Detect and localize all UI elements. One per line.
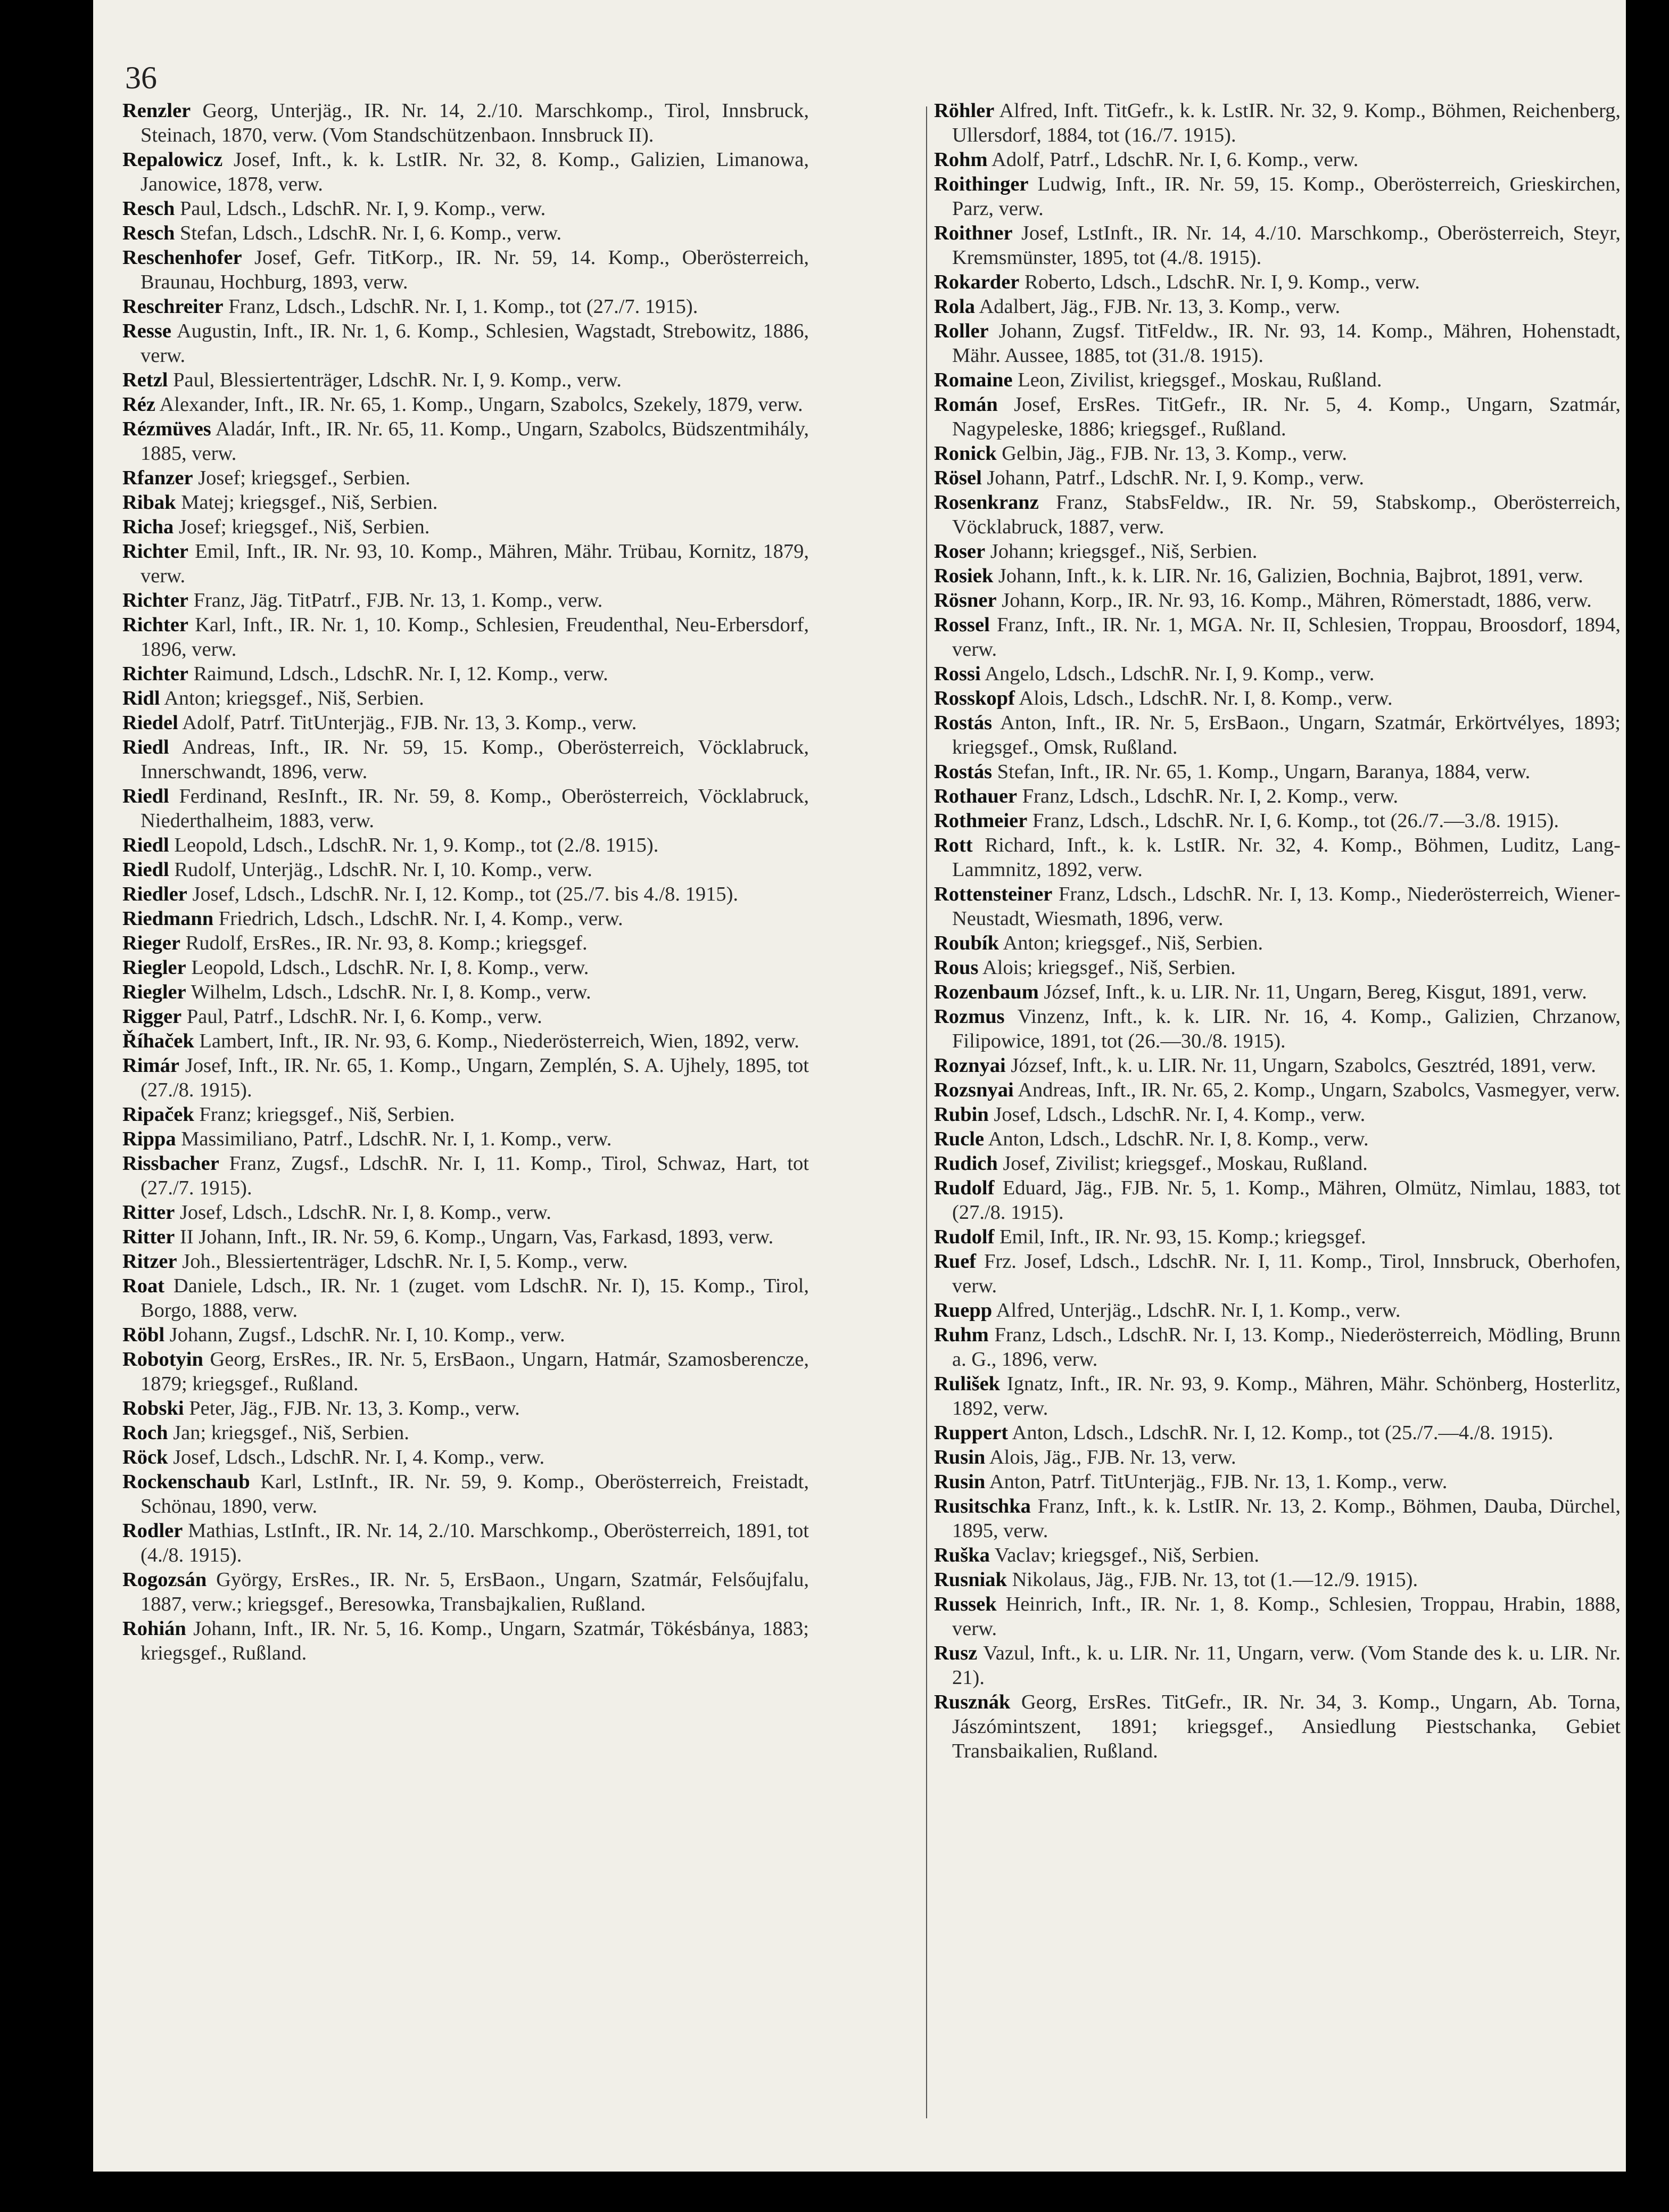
entry-details: Alfred, Inft. TitGefr., k. k. LstIR. Nr. 32, 9. Komp., Böhmen, Reichenberg, Ullersdorf, 1884, tot (16./7. 1915). <box>952 100 1621 146</box>
list-item <box>122 735 809 784</box>
list-item <box>122 588 809 613</box>
list-item <box>122 1053 809 1102</box>
list-item <box>122 1102 809 1127</box>
list-item <box>122 613 809 662</box>
entry-details: Stefan, Ldsch., LdschR. Nr. I, 6. Komp., verw. <box>175 222 562 244</box>
entry-surname: Ruhm <box>934 1324 989 1346</box>
entry-surname: Rösel <box>934 467 982 489</box>
entry-details: Franz, Ldsch., LdschR. Nr. I, 6. Komp., tot (26./7.—3./8. 1915). <box>1027 810 1559 832</box>
entry-surname: Ruška <box>934 1544 990 1566</box>
entry-details: Ferdinand, ResInft., IR. Nr. 59, 8. Komp., Oberösterreich, Vöcklabruck, Niederthalheim, 1883, verw. <box>141 785 809 832</box>
list-item <box>122 784 809 833</box>
entry-details: Josef, Ldsch., LdschR. Nr. I, 12. Komp., tot (25./7. bis 4./8. 1915). <box>187 883 739 905</box>
entry-details: Anton, Patrf. TitUnterjäg., FJB. Nr. 13, 1. Komp., verw. <box>985 1471 1448 1493</box>
entry-details: György, ErsRes., IR. Nr. 5, ErsBaon., Ungarn, Szatmár, Felsőujfalu, 1887, verw.; kriegsgef., Beresowka, Transbajkalien, Rußland. <box>141 1569 809 1615</box>
entry-details: Georg, Unterjäg., IR. Nr. 14, 2./10. Marschkomp., Tirol, Innsbruck, Steinach, 1870, verw. (Vom Standschützenbaon. Innsbruck II). <box>141 100 809 146</box>
entry-surname: Rissbacher <box>122 1152 219 1175</box>
entry-details: Vazul, Inft., k. u. LIR. Nr. 11, Ungarn, verw. (Vom Stande des k. u. LIR. Nr. 21). <box>952 1642 1621 1689</box>
list-item <box>934 1127 1621 1151</box>
entry-details: Emil, Inft., IR. Nr. 93, 15. Komp.; kriegsgef. <box>994 1226 1366 1248</box>
list-item <box>934 1445 1621 1470</box>
list-item <box>934 1690 1621 1763</box>
entry-details: Raimund, Ldsch., LdschR. Nr. I, 12. Komp., verw. <box>188 663 608 685</box>
list-item <box>122 686 809 711</box>
entry-surname: Rossel <box>934 614 990 636</box>
list-item <box>934 98 1621 147</box>
entry-details: Josef, Zivilist; kriegsgef., Moskau, Rußland. <box>997 1152 1368 1175</box>
list-item <box>934 1421 1621 1445</box>
entry-surname: Richter <box>122 589 188 612</box>
entry-surname: Resch <box>122 222 175 244</box>
entry-details: Adolf, Patrf. TitUnterjäg., FJB. Nr. 13, 3. Komp., verw. <box>178 712 637 734</box>
entry-details: Alois; kriegsgef., Niš, Serbien. <box>978 956 1236 979</box>
list-item <box>122 1029 809 1053</box>
right-column <box>934 98 1621 1763</box>
entry-surname: Riegler <box>122 956 186 979</box>
entry-surname: Rosiek <box>934 565 994 587</box>
entry-details: Massimiliano, Patrf., LdschR. Nr. I, 1. Komp., verw. <box>176 1128 612 1150</box>
entry-details: Josef, LstInft., IR. Nr. 14, 4./10. Marschkomp., Oberösterreich, Steyr, Kremsmünster, 1895, tot (4./8. 1915). <box>952 222 1621 269</box>
list-item <box>934 1372 1621 1421</box>
entry-surname: Roithner <box>934 222 1013 244</box>
entry-details: Peter, Jäg., FJB. Nr. 13, 3. Komp., verw. <box>184 1397 520 1419</box>
entry-surname: Romaine <box>934 369 1013 391</box>
list-item <box>934 1641 1621 1690</box>
entry-details: Heinrich, Inft., IR. Nr. 1, 8. Komp., Schlesien, Troppau, Hrabin, 1888, verw. <box>952 1593 1621 1640</box>
list-item <box>934 613 1621 662</box>
list-item <box>934 1298 1621 1323</box>
list-item <box>122 711 809 735</box>
entry-surname: Rostás <box>934 712 993 734</box>
column-divider <box>926 106 927 2118</box>
entry-surname: Robotyin <box>122 1348 203 1371</box>
entry-surname: Ruepp <box>934 1299 993 1322</box>
entry-details: Rudolf, ErsRes., IR. Nr. 93, 8. Komp.; kriegsgef. <box>180 932 588 954</box>
entry-details: Richard, Inft., k. k. LstIR. Nr. 32, 4. Komp., Böhmen, Luditz, Lang-Lammnitz, 1892, verw. <box>952 834 1621 881</box>
entry-details: Ignatz, Inft., IR. Nr. 93, 9. Komp., Mähren, Mähr. Schönberg, Hosterlitz, 1892, verw. <box>952 1373 1621 1419</box>
entry-surname: Rubin <box>934 1103 989 1126</box>
entry-details: Franz, Ldsch., LdschR. Nr. I, 2. Komp., verw. <box>1017 785 1399 807</box>
entry-details: Anton; kriegsgef., Niš, Serbien. <box>999 932 1263 954</box>
entry-surname: Rosskopf <box>934 687 1015 709</box>
list-item <box>934 686 1621 711</box>
entry-surname: Röhler <box>934 100 995 122</box>
list-item <box>122 1200 809 1225</box>
entry-surname: Repalowicz <box>122 148 223 171</box>
entry-surname: Renzler <box>122 100 191 122</box>
list-item <box>934 833 1621 882</box>
entry-surname: Robski <box>122 1397 184 1419</box>
list-item <box>122 1616 809 1665</box>
page-number: 36 <box>125 60 157 95</box>
entry-details: Angelo, Ldsch., LdschR. Nr. I, 9. Komp., verw. <box>980 663 1375 685</box>
entry-details: Josef; kriegsgef., Serbien. <box>193 467 410 489</box>
list-item <box>122 196 809 221</box>
entry-surname: Rusznák <box>934 1691 1011 1713</box>
list-item <box>934 711 1621 760</box>
entry-details: Frz. Josef, Ldsch., LdschR. Nr. I, 11. Komp., Tirol, Innsbruck, Oberhofen, verw. <box>952 1250 1621 1297</box>
list-item <box>934 1176 1621 1225</box>
entry-details: Matej; kriegsgef., Niš, Serbien. <box>176 491 438 514</box>
entry-details: Alexander, Inft., IR. Nr. 65, 1. Komp., Ungarn, Szabolcs, Szekely, 1879, verw. <box>155 393 803 416</box>
entry-surname: Rulišek <box>934 1373 1001 1395</box>
entry-details: Andreas, Inft., IR. Nr. 65, 2. Komp., Ungarn, Szabolcs, Vasmegyer, verw. <box>1013 1079 1621 1101</box>
entry-surname: Roithinger <box>934 173 1029 195</box>
list-item <box>934 172 1621 221</box>
list-item <box>122 466 809 490</box>
entry-details: Josef, Gefr. TitKorp., IR. Nr. 59, 14. Komp., Oberösterreich, Braunau, Hochburg, 1893, verw. <box>141 246 809 293</box>
entry-details: Franz, Ldsch., LdschR. Nr. I, 13. Komp., Niederösterreich, Wiener-Neustadt, Wiesmath, 1896, verw. <box>952 883 1621 930</box>
entry-surname: Roller <box>934 320 989 342</box>
list-item <box>122 392 809 417</box>
entry-surname: Rohián <box>122 1617 186 1640</box>
list-item <box>934 1470 1621 1494</box>
entry-surname: Richter <box>122 663 188 685</box>
list-item <box>934 662 1621 686</box>
entry-surname: Rudolf <box>934 1226 995 1248</box>
entry-details: Franz, Ldsch., LdschR. Nr. I, 1. Komp., tot (27./7. 1915). <box>223 295 698 318</box>
entry-surname: Ruef <box>934 1250 977 1273</box>
entry-surname: Richter <box>122 614 188 636</box>
list-item <box>934 1567 1621 1592</box>
entry-surname: Rogozsán <box>122 1569 207 1591</box>
entry-surname: Riedl <box>122 834 169 856</box>
entry-details: Vaclav; kriegsgef., Niš, Serbien. <box>989 1544 1259 1566</box>
list-item <box>122 147 809 196</box>
entry-details: Franz; kriegsgef., Niš, Serbien. <box>194 1103 455 1126</box>
list-item <box>934 466 1621 490</box>
list-item <box>122 539 809 588</box>
entry-surname: Rossi <box>934 663 981 685</box>
entry-surname: Riedl <box>122 785 169 807</box>
entry-surname: Resch <box>122 197 175 220</box>
entry-surname: Rusniak <box>934 1569 1007 1591</box>
entry-details: Karl, LstInft., IR. Nr. 59, 9. Komp., Oberösterreich, Freistadt, Schönau, 1890, verw. <box>141 1471 809 1517</box>
entry-surname: Reschenhofer <box>122 246 242 269</box>
entry-surname: Röck <box>122 1446 168 1468</box>
entry-details: Paul, Ldsch., LdschR. Nr. I, 9. Komp., verw. <box>175 197 546 220</box>
entry-details: Ludwig, Inft., IR. Nr. 59, 15. Komp., Oberösterreich, Grieskirchen, Parz, verw. <box>952 173 1621 220</box>
entry-details: Stefan, Inft., IR. Nr. 65, 1. Komp., Ungarn, Baranya, 1884, verw. <box>992 761 1531 783</box>
entry-surname: Rott <box>934 834 973 856</box>
entry-surname: Rusin <box>934 1446 986 1468</box>
entry-details: Gelbin, Jäg., FJB. Nr. 13, 3. Komp., verw. <box>996 442 1348 465</box>
entry-surname: Riedler <box>122 883 187 905</box>
entry-surname: Roser <box>934 540 986 563</box>
entry-surname: Reschreiter <box>122 295 224 318</box>
entry-surname: Rudich <box>934 1152 998 1175</box>
entry-details: Aladár, Inft., IR. Nr. 65, 11. Komp., Ungarn, Szabolcs, Büdszentmihály, 1885, verw. <box>141 418 809 465</box>
list-item <box>934 1004 1621 1053</box>
entry-surname: Ripaček <box>122 1103 194 1126</box>
entry-surname: Rusz <box>934 1642 978 1664</box>
entry-surname: Roznyai <box>934 1054 1006 1077</box>
entry-details: Joh., Blessiertenträger, LdschR. Nr. I, 5. Komp., verw. <box>177 1250 628 1273</box>
entry-details: Augustin, Inft., IR. Nr. 1, 6. Komp., Schlesien, Wagstadt, Strebowitz, 1886, verw. <box>141 320 809 367</box>
list-item <box>934 1592 1621 1641</box>
list-item <box>934 490 1621 539</box>
entry-details: Johann, Zugsf., LdschR. Nr. I, 10. Komp., verw. <box>164 1324 565 1346</box>
entry-surname: Ritter <box>122 1201 175 1224</box>
entry-surname: Réz <box>122 393 155 416</box>
entry-details: József, Inft., k. u. LIR. Nr. 11, Ungarn, Bereg, Kisgut, 1891, verw. <box>1038 981 1587 1003</box>
entry-details: Adolf, Patrf., LdschR. Nr. I, 6. Komp., verw. <box>987 148 1359 171</box>
list-item <box>122 1421 809 1445</box>
list-item <box>934 221 1621 270</box>
entry-surname: Rozsnyai <box>934 1079 1014 1101</box>
entry-surname: Rothauer <box>934 785 1018 807</box>
entry-surname: Ruppert <box>934 1422 1009 1444</box>
entry-surname: Riedl <box>122 736 169 758</box>
entry-details: Franz, StabsFeldw., IR. Nr. 59, Stabskomp., Oberösterreich, Vöcklabruck, 1887, verw. <box>952 491 1621 538</box>
list-item <box>934 1151 1621 1176</box>
list-item <box>122 1445 809 1470</box>
list-item <box>122 1470 809 1518</box>
list-item <box>934 980 1621 1004</box>
entry-details: Josef, Inft., k. k. LstIR. Nr. 32, 8. Komp., Galizien, Limanowa, Janowice, 1878, verw. <box>141 148 809 195</box>
entry-surname: Rudolf <box>934 1177 995 1199</box>
list-item <box>122 980 809 1004</box>
entry-details: Friedrich, Ldsch., LdschR. Nr. I, 4. Komp., verw. <box>213 907 623 930</box>
list-item <box>122 1396 809 1421</box>
entry-details: Andreas, Inft., IR. Nr. 59, 15. Komp., Oberösterreich, Vöcklabruck, Innerschwandt, 1896, verw. <box>141 736 809 783</box>
entry-surname: Ritzer <box>122 1250 177 1273</box>
entry-details: Adalbert, Jäg., FJB. Nr. 13, 3. Komp., verw. <box>975 295 1341 318</box>
list-item <box>122 245 809 294</box>
list-item <box>934 760 1621 784</box>
entry-details: Roberto, Ldsch., LdschR. Nr. I, 9. Komp., verw. <box>1019 271 1420 293</box>
list-item <box>122 1151 809 1200</box>
entry-details: Franz, Ldsch., LdschR. Nr. I, 13. Komp., Niederösterreich, Mödling, Brunn a. G., 1896, verw. <box>952 1324 1621 1371</box>
entry-surname: Rusin <box>934 1471 986 1493</box>
list-item <box>934 147 1621 172</box>
list-item <box>122 98 809 147</box>
entry-surname: Ribak <box>122 491 176 514</box>
entry-surname: Rohm <box>934 148 988 171</box>
list-item <box>122 1249 809 1274</box>
entry-surname: Rosenkranz <box>934 491 1039 514</box>
entry-surname: Rokarder <box>934 271 1020 293</box>
entry-surname: Rusitschka <box>934 1495 1031 1517</box>
list-item <box>934 319 1621 368</box>
entry-details: Josef, Ldsch., LdschR. Nr. I, 8. Komp., verw. <box>175 1201 551 1224</box>
entry-surname: Rézmüves <box>122 418 211 440</box>
entry-details: Alois, Ldsch., LdschR. Nr. I, 8. Komp., verw. <box>1014 687 1393 709</box>
entry-details: Mathias, LstInft., IR. Nr. 14, 2./10. Marschkomp., Oberösterreich, 1891, tot (4./8. 1915). <box>141 1520 809 1566</box>
entry-surname: Román <box>934 393 998 416</box>
entry-details: Franz, Inft., IR. Nr. 1, MGA. Nr. II, Schlesien, Troppau, Broosdorf, 1894, verw. <box>952 614 1621 661</box>
entry-surname: Rothmeier <box>934 810 1028 832</box>
entry-details: Josef, ErsRes. TitGefr., IR. Nr. 5, 4. Komp., Ungarn, Szatmár, Nagypeleske, 1886; kriegsgef., Rußland. <box>952 393 1621 440</box>
entry-surname: Richter <box>122 540 188 563</box>
entry-details: Georg, ErsRes., IR. Nr. 5, ErsBaon., Ungarn, Hatmár, Szamosberencze, 1879; kriegsgef., Rußland. <box>141 1348 809 1395</box>
list-item <box>934 1225 1621 1249</box>
list-item <box>934 368 1621 392</box>
list-item <box>122 955 809 980</box>
entry-details: Johann; kriegsgef., Niš, Serbien. <box>985 540 1258 563</box>
entry-details: Eduard, Jäg., FJB. Nr. 5, 1. Komp., Mähren, Olmütz, Nimlau, 1883, tot (27./8. 1915). <box>952 1177 1621 1224</box>
entry-details: Johann, Patrf., LdschR. Nr. I, 9. Komp., verw. <box>981 467 1365 489</box>
entry-details: Emil, Inft., IR. Nr. 93, 10. Komp., Mähren, Mähr. Trübau, Kornitz, 1879, verw. <box>141 540 809 587</box>
entry-surname: Roat <box>122 1275 165 1297</box>
list-item <box>122 319 809 368</box>
entry-surname: Russek <box>934 1593 997 1615</box>
entry-surname: Rous <box>934 956 979 979</box>
left-column <box>122 98 809 1665</box>
entry-surname: Rozmus <box>934 1005 1005 1028</box>
entry-details: Josef, Ldsch., LdschR. Nr. I, 4. Komp., verw. <box>988 1103 1366 1126</box>
entry-surname: Röbl <box>122 1324 165 1346</box>
entry-details: Johann, Korp., IR. Nr. 93, 16. Komp., Mähren, Römerstadt, 1886, verw. <box>996 589 1592 612</box>
list-item <box>122 490 809 515</box>
list-item <box>122 1567 809 1616</box>
entry-surname: Retzl <box>122 369 168 391</box>
entry-details: József, Inft., k. u. LIR. Nr. 11, Ungarn, Szabolcs, Gesztréd, 1891, verw. <box>1005 1054 1596 1077</box>
list-item <box>934 1078 1621 1102</box>
list-item <box>122 857 809 882</box>
entry-surname: Riedmann <box>122 907 214 930</box>
list-item <box>934 564 1621 588</box>
entry-surname: Rippa <box>122 1128 176 1150</box>
list-item <box>934 1102 1621 1127</box>
entry-details: Jan; kriegsgef., Niš, Serbien. <box>168 1422 409 1444</box>
entry-details: Josef; kriegsgef., Niš, Serbien. <box>173 516 430 538</box>
list-item <box>934 1053 1621 1078</box>
list-item <box>122 368 809 392</box>
entry-details: Karl, Inft., IR. Nr. 1, 10. Komp., Schlesien, Freudenthal, Neu-Erbersdorf, 1896, verw. <box>141 614 809 661</box>
entry-details: Wilhelm, Ldsch., LdschR. Nr. I, 8. Komp., verw. <box>186 981 591 1003</box>
list-item <box>122 662 809 686</box>
entry-details: Lambert, Inft., IR. Nr. 93, 6. Komp., Niederösterreich, Wien, 1892, verw. <box>194 1030 799 1052</box>
list-item <box>934 808 1621 833</box>
list-item <box>934 588 1621 613</box>
list-item <box>934 1323 1621 1372</box>
list-item <box>934 1249 1621 1298</box>
entry-details: Rudolf, Unterjäg., LdschR. Nr. I, 10. Komp., verw. <box>169 859 592 881</box>
entry-details: Josef, Inft., IR. Nr. 65, 1. Komp., Ungarn, Zemplén, S. A. Ujhely, 1895, tot (27./8. 1915). <box>141 1054 809 1101</box>
entry-details: Anton, Ldsch., LdschR. Nr. I, 12. Komp., tot (25./7.—4./8. 1915). <box>1008 1422 1554 1444</box>
entry-surname: Rozenbaum <box>934 981 1039 1003</box>
entry-details: Johann, Inft., k. k. LIR. Nr. 16, Galizien, Bochnia, Bajbrot, 1891, verw. <box>993 565 1583 587</box>
entry-surname: Rigger <box>122 1005 182 1028</box>
entry-surname: Roch <box>122 1422 168 1444</box>
entry-surname: Rockenschaub <box>122 1471 250 1493</box>
list-item <box>122 221 809 245</box>
entry-details: Johann, Zugsf. TitFeldw., IR. Nr. 93, 14. Komp., Mähren, Hohenstadt, Mähr. Aussee, 1885, tot (31./8. 1915). <box>952 320 1621 367</box>
list-item <box>934 270 1621 294</box>
list-item <box>122 906 809 931</box>
list-item <box>122 1323 809 1347</box>
entry-surname: Rieger <box>122 932 181 954</box>
entry-surname: Rösner <box>934 589 997 612</box>
entry-details: Leon, Zivilist, kriegsgef., Moskau, Rußland. <box>1012 369 1382 391</box>
entry-details: Alfred, Unterjäg., LdschR. Nr. I, 1. Komp., verw. <box>992 1299 1401 1322</box>
list-item <box>122 833 809 857</box>
entry-surname: Riegler <box>122 981 186 1003</box>
entry-details: Georg, ErsRes. TitGefr., IR. Nr. 34, 3. Komp., Ungarn, Ab. Torna, Jászómintszent, 1891; kriegsgef., Ansiedlung Piestschanka, Gebiet Transbaikalien, Rußland. <box>952 1691 1621 1762</box>
entry-details: Josef, Ldsch., LdschR. Nr. I, 4. Komp., verw. <box>168 1446 545 1468</box>
entry-surname: Rucle <box>934 1128 985 1150</box>
entry-details: Leopold, Ldsch., LdschR. Nr. I, 8. Komp., verw. <box>186 956 589 979</box>
entry-details: Anton; kriegsgef., Niš, Serbien. <box>160 687 424 709</box>
entry-details: Franz, Zugsf., LdschR. Nr. I, 11. Komp., Tirol, Schwaz, Hart, tot (27./7. 1915). <box>141 1152 809 1199</box>
entry-surname: Říhaček <box>122 1030 194 1052</box>
list-item <box>934 955 1621 980</box>
entry-details: Johann, Inft., IR. Nr. 5, 16. Komp., Ungarn, Szatmár, Tökésbánya, 1883; kriegsgef., Rußland. <box>141 1617 809 1664</box>
entry-surname: Ronick <box>934 442 997 465</box>
entry-surname: Ritter <box>122 1226 175 1248</box>
list-item <box>934 392 1621 441</box>
entry-details: Vinzenz, Inft., k. k. LIR. Nr. 16, 4. Komp., Galizien, Chrzanow, Filipowice, 1891, tot (26.—30./8. 1915). <box>952 1005 1621 1052</box>
entry-surname: Rola <box>934 295 975 318</box>
entry-surname: Resse <box>122 320 171 342</box>
entry-surname: Rimár <box>122 1054 179 1077</box>
entry-details: Paul, Blessiertenträger, LdschR. Nr. I, 9. Komp., verw. <box>168 369 622 391</box>
list-item <box>934 882 1621 931</box>
list-item <box>934 441 1621 466</box>
entry-surname: Roubík <box>934 932 999 954</box>
list-item <box>122 882 809 906</box>
list-item <box>122 1274 809 1323</box>
list-item <box>934 931 1621 955</box>
entry-surname: Rodler <box>122 1520 183 1542</box>
list-item <box>122 417 809 466</box>
entry-details: Franz, Jäg. TitPatrf., FJB. Nr. 13, 1. Komp., verw. <box>188 589 603 612</box>
entry-details: Leopold, Ldsch., LdschR. Nr. 1, 9. Komp., tot (2./8. 1915). <box>169 834 659 856</box>
list-item <box>122 1127 809 1151</box>
list-item <box>122 1225 809 1249</box>
entry-details: Paul, Patrf., LdschR. Nr. I, 6. Komp., verw. <box>181 1005 542 1028</box>
list-item <box>122 294 809 319</box>
list-item <box>934 294 1621 319</box>
list-item <box>122 1347 809 1396</box>
list-item <box>934 539 1621 564</box>
entry-details: Franz, Inft., k. k. LstIR. Nr. 13, 2. Komp., Böhmen, Dauba, Dürchel, 1895, verw. <box>952 1495 1621 1542</box>
list-item <box>934 1494 1621 1543</box>
entry-surname: Riedel <box>122 712 178 734</box>
list-item <box>122 931 809 955</box>
list-item <box>934 784 1621 808</box>
entry-surname: Riedl <box>122 859 169 881</box>
entry-details: Anton, Ldsch., LdschR. Nr. I, 8. Komp., verw. <box>984 1128 1369 1150</box>
entry-surname: Rfanzer <box>122 467 193 489</box>
entry-details: Anton, Inft., IR. Nr. 5, ErsBaon., Ungarn, Szatmár, Erkörtvélyes, 1893; kriegsgef., Omsk, Rußland. <box>952 712 1621 758</box>
entry-details: Nikolaus, Jäg., FJB. Nr. 13, tot (1.—12./9. 1915). <box>1006 1569 1418 1591</box>
entry-surname: Rostás <box>934 761 993 783</box>
list-item <box>934 1543 1621 1567</box>
entry-details: Daniele, Ldsch., IR. Nr. 1 (zuget. vom LdschR. Nr. I), 15. Komp., Tirol, Borgo, 1888, verw. <box>141 1275 809 1322</box>
list-item <box>122 515 809 539</box>
entry-surname: Ridl <box>122 687 160 709</box>
list-item <box>122 1518 809 1567</box>
entry-details: Alois, Jäg., FJB. Nr. 13, verw. <box>985 1446 1236 1468</box>
entry-surname: Richa <box>122 516 174 538</box>
list-item <box>122 1004 809 1029</box>
entry-details: II Johann, Inft., IR. Nr. 59, 6. Komp., Ungarn, Vas, Farkasd, 1893, verw. <box>175 1226 774 1248</box>
entry-surname: Rottensteiner <box>934 883 1053 905</box>
